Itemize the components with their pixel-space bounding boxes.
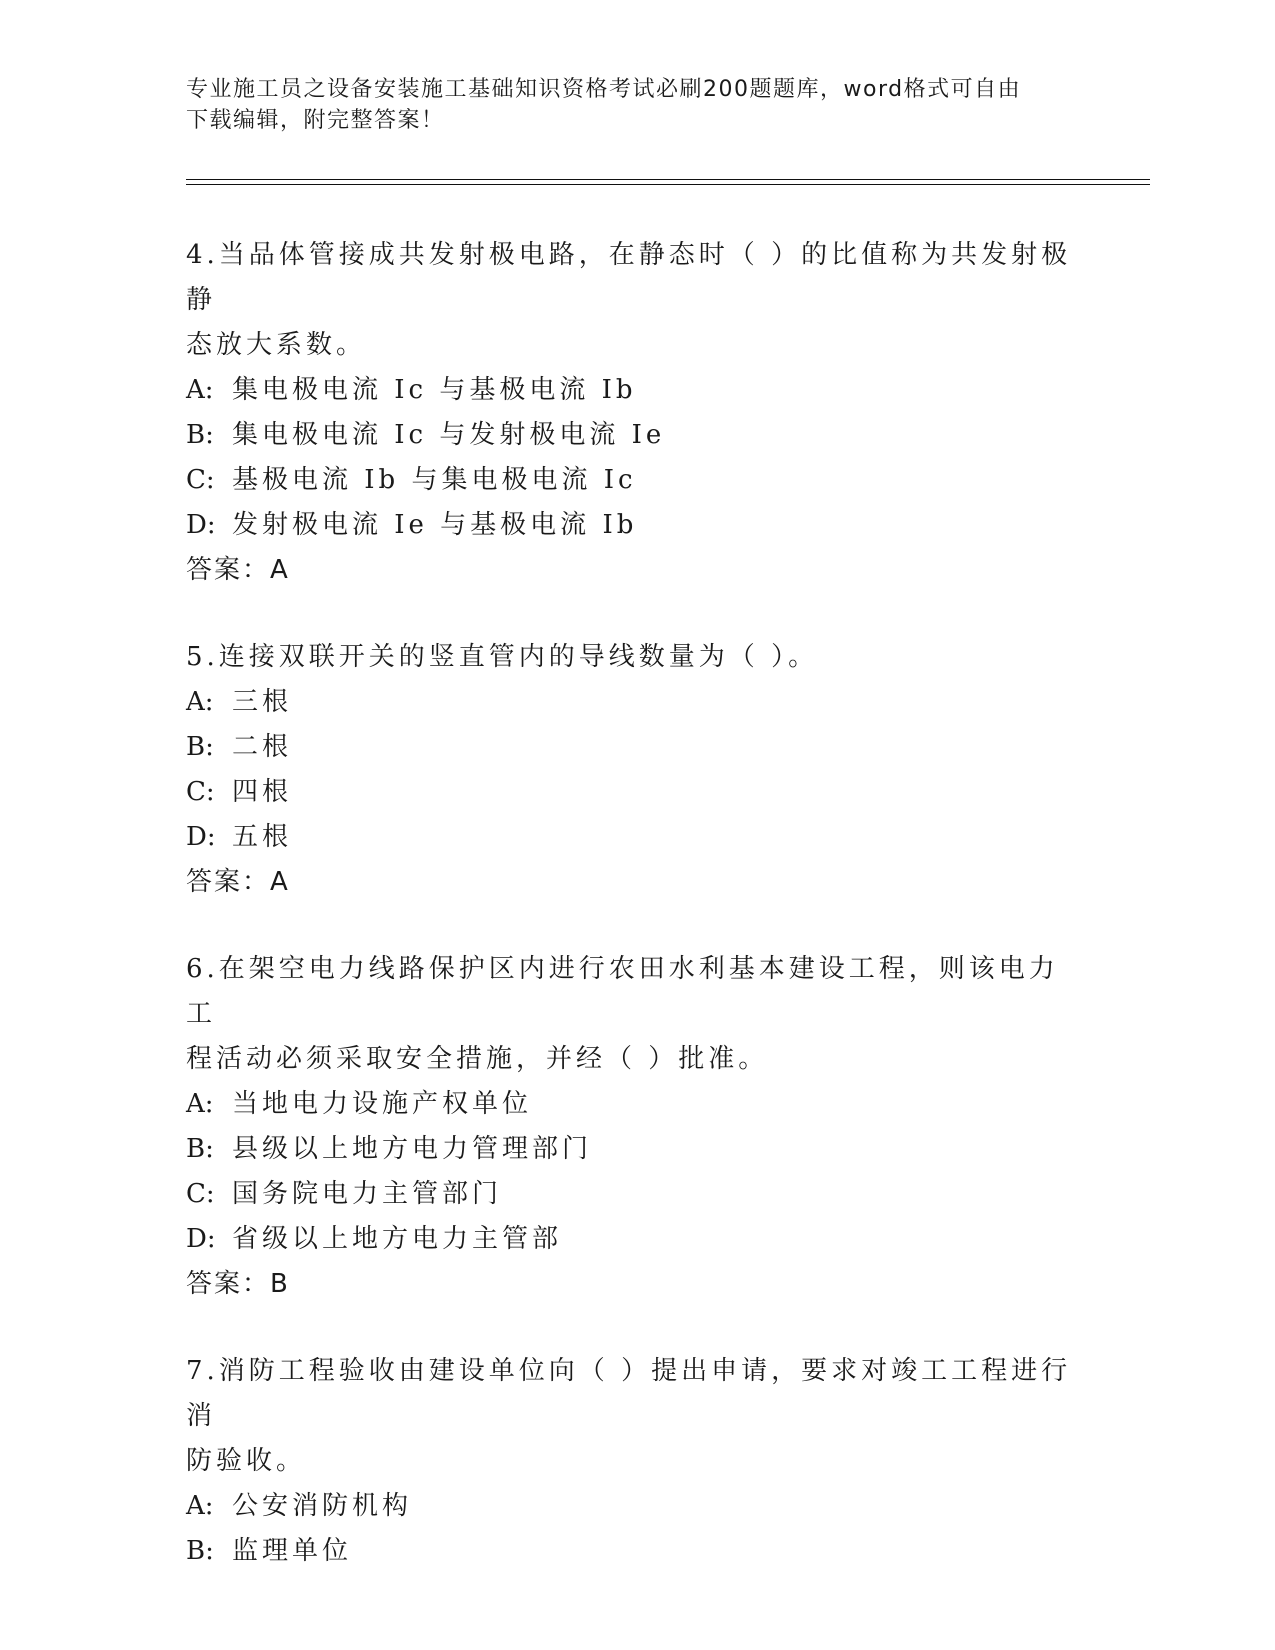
option-c [186,458,1086,503]
option-key: B: [186,732,214,762]
option-key: C: [186,1179,215,1209]
option-text: 国务院电力主管部门 [232,1179,503,1209]
option-key: D: [186,1224,216,1254]
answer-label: 答案：A [186,555,290,585]
document-header [186,74,1086,136]
option-d [186,1217,1086,1262]
option-a [186,1484,1086,1529]
option-key: B: [186,1134,214,1164]
question-stem [186,233,1086,368]
option-a [186,368,1086,413]
option-key: A: [186,687,214,717]
option-key: B: [186,1536,214,1566]
question-stem-line-1: 5.连接双联开关的竖直管内的导线数量为（ ）。 [186,642,819,672]
option-text: 公安消防机构 [232,1491,413,1521]
question-stem [186,947,1086,1082]
option-key: A: [186,1089,214,1119]
question-stem-line-1: 7.消防工程验收由建设单位向（ ）提出申请，要求对竣工工程进行消 [186,1356,1072,1431]
option-text: 三根 [232,687,293,717]
option-c [186,1172,1086,1217]
option-b [186,1127,1086,1172]
question-stem-line-2: 防验收。 [186,1446,307,1476]
option-text: 二根 [232,732,293,762]
question-stem-line-2: 程活动必须采取安全措施，并经（ ）批准。 [186,1044,769,1074]
question-list [186,233,1086,1616]
option-b [186,1529,1086,1574]
option-b [186,725,1086,770]
option-text: 监理单位 [232,1536,353,1566]
option-text: 集电极电流 Ic 与基极电流 Ib [232,375,637,405]
option-a [186,1082,1086,1127]
option-key: C: [186,465,215,495]
question-stem [186,635,1086,680]
option-text: 集电极电流 Ic 与发射极电流 Ie [232,420,666,450]
header-line-2: 下载编辑，附完整答案！ [186,108,445,133]
option-d [186,503,1086,548]
question-5 [186,635,1086,905]
answer-label: 答案：A [186,867,290,897]
option-c [186,770,1086,815]
option-key: B: [186,420,214,450]
question-stem-line-1: 4.当品体管接成共发射极电路，在静态时（ ）的比值称为共发射极静 [186,240,1072,315]
header-divider-bottom [186,184,1150,185]
question-stem [186,1349,1086,1484]
answer-label: 答案：B [186,1269,290,1299]
question-7 [186,1349,1086,1574]
option-key: D: [186,510,216,540]
option-text: 当地电力设施产权单位 [232,1089,533,1119]
option-key: D: [186,822,216,852]
option-a [186,680,1086,725]
option-text: 发射极电流 Ie 与基极电流 Ib [232,510,638,540]
option-b [186,413,1086,458]
option-text: 省级以上地方电力主管部 [232,1224,563,1254]
option-key: A: [186,1491,214,1521]
question-4 [186,233,1086,593]
question-stem-line-2: 态放大系数。 [186,330,367,360]
option-key: A: [186,375,214,405]
header-divider-top [186,179,1150,180]
question-stem-line-1: 6.在架空电力线路保护区内进行农田水利基本建设工程，则该电力工 [186,954,1059,1029]
question-6 [186,947,1086,1307]
option-text: 五根 [232,822,293,852]
option-d [186,815,1086,860]
option-key: C: [186,777,215,807]
option-text: 县级以上地方电力管理部门 [232,1134,593,1164]
header-line-1: 专业施工员之设备安装施工基础知识资格考试必刷200题题库，word格式可自由 [186,77,1022,102]
option-text: 基极电流 Ib 与集电极电流 Ic [232,465,637,495]
option-text: 四根 [232,777,293,807]
